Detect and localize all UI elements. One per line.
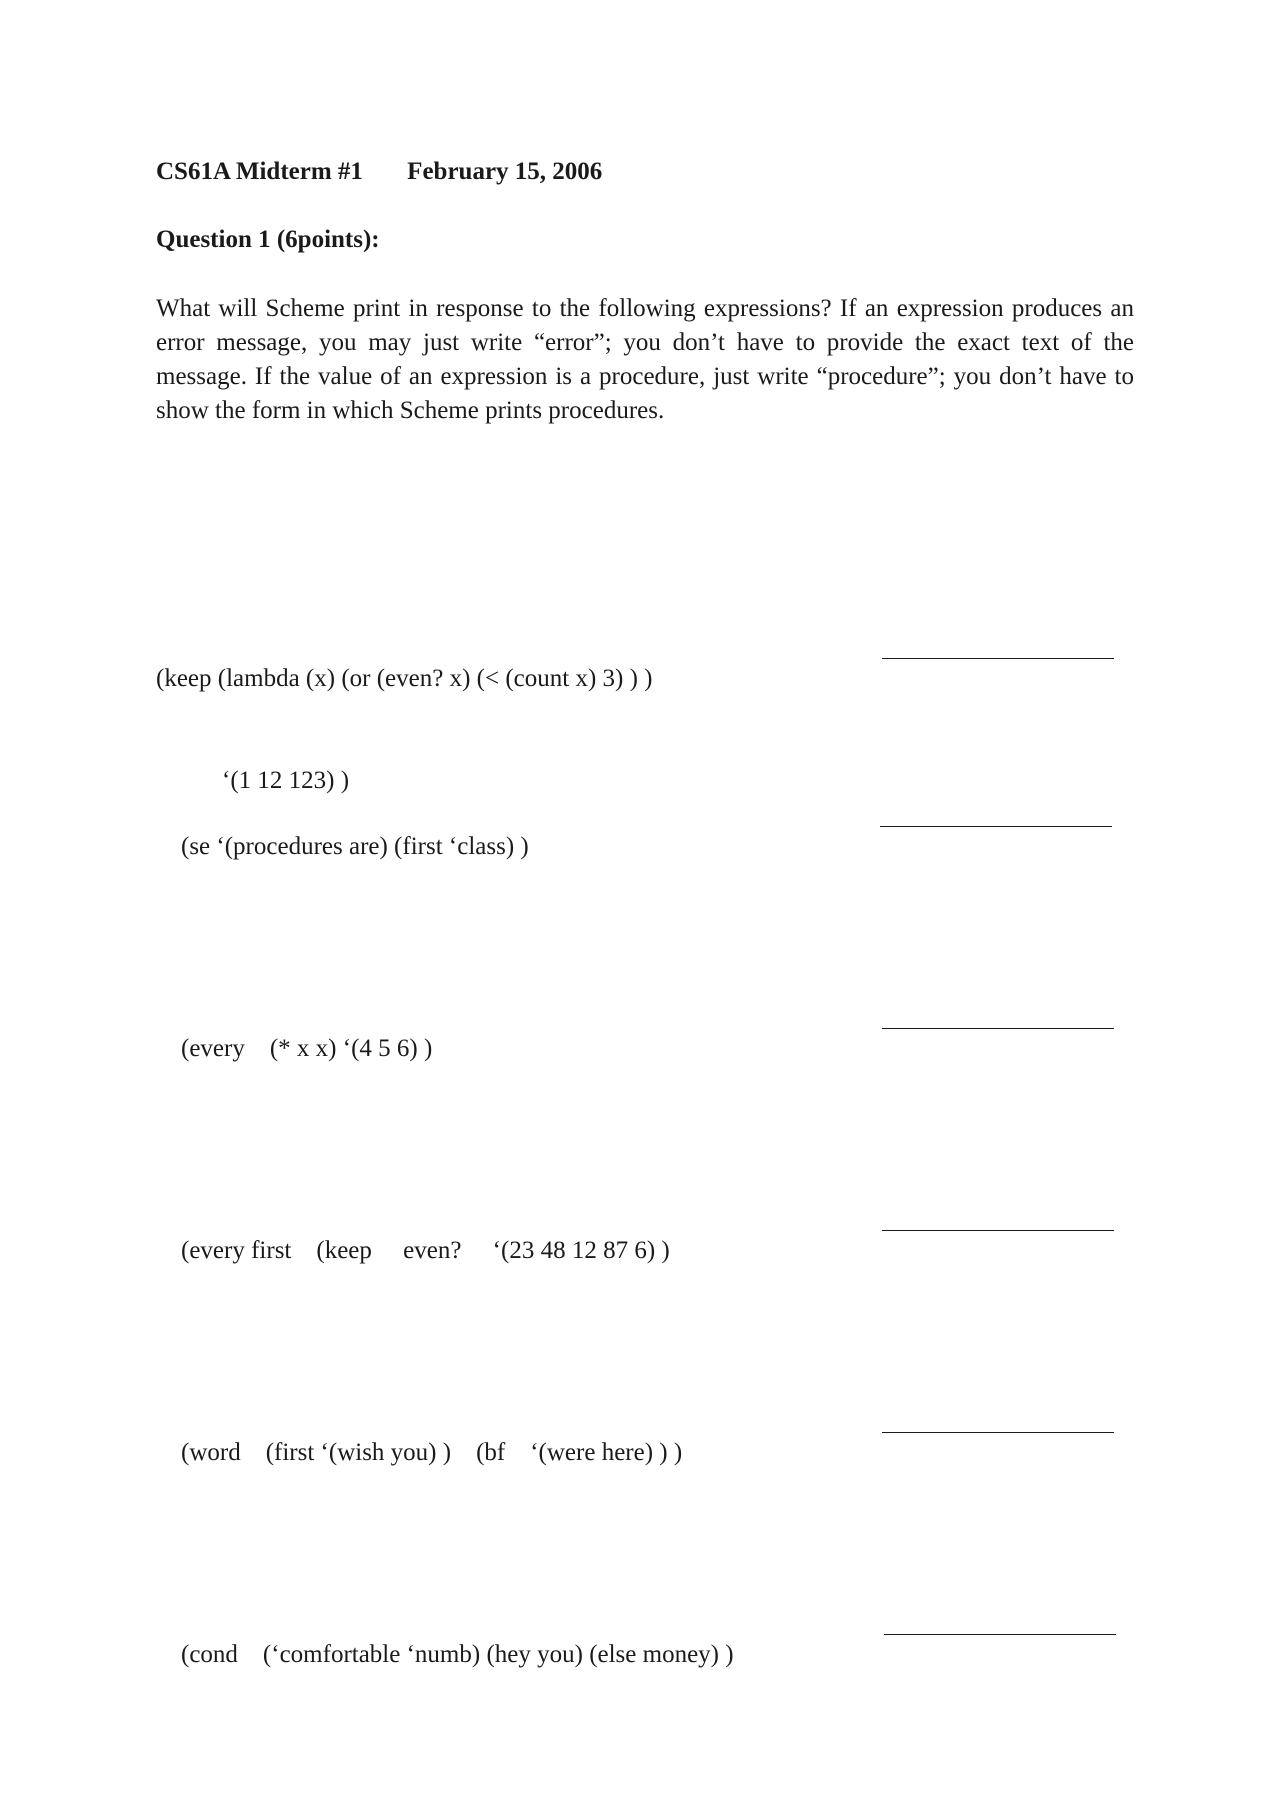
course-title: CS61A Midterm #1: [156, 158, 363, 185]
answer-blank-1[interactable]: [882, 658, 1114, 659]
expression-4: [156, 1200, 670, 1302]
expression-6: [156, 1604, 734, 1706]
expression-6-line-1: (cond (‘comfortable ‘numb) (hey you) (else money) ): [181, 1641, 734, 1668]
answer-blank-6[interactable]: [884, 1634, 1116, 1635]
expression-3: [156, 998, 432, 1100]
question-title: Question 1 (6points):: [156, 226, 380, 253]
expression-2-line-1: (se ‘(procedures are) (first ‘class) ): [181, 833, 529, 860]
expression-3-line-1: (every (* x x) ‘(4 5 6) ): [181, 1035, 433, 1062]
answer-blank-2[interactable]: [880, 826, 1112, 827]
expression-1-line-1: (keep (lambda (x) (or (even? x) (< (count x) 3) ) ): [156, 665, 653, 692]
expression-5-line-1: (word (first ‘(wish you) ) (bf ‘(were here) ) ): [181, 1439, 683, 1466]
question-instructions: What will Scheme print in response to the following expressions? If an expression produces an error message, you may just write “error”; you don’t have to provide the exact text of the message. If the value of an expression is a procedure, just write “procedure”; you don’t have to show the form in which Scheme prints procedures.: [156, 295, 1134, 424]
expression-1-line-2: ‘(1 12 123) ): [222, 767, 350, 794]
exam-date: February 15, 2006: [407, 158, 603, 185]
expression-5: [156, 1402, 682, 1504]
exam-header: [156, 158, 602, 186]
expression-4-line-1: (every first (keep even? ‘(23 48 12 87 6) ): [181, 1237, 670, 1264]
answer-blank-4[interactable]: [882, 1230, 1114, 1231]
expression-2: [156, 796, 529, 898]
answer-blank-3[interactable]: [882, 1028, 1114, 1029]
answer-blank-5[interactable]: [882, 1432, 1114, 1433]
